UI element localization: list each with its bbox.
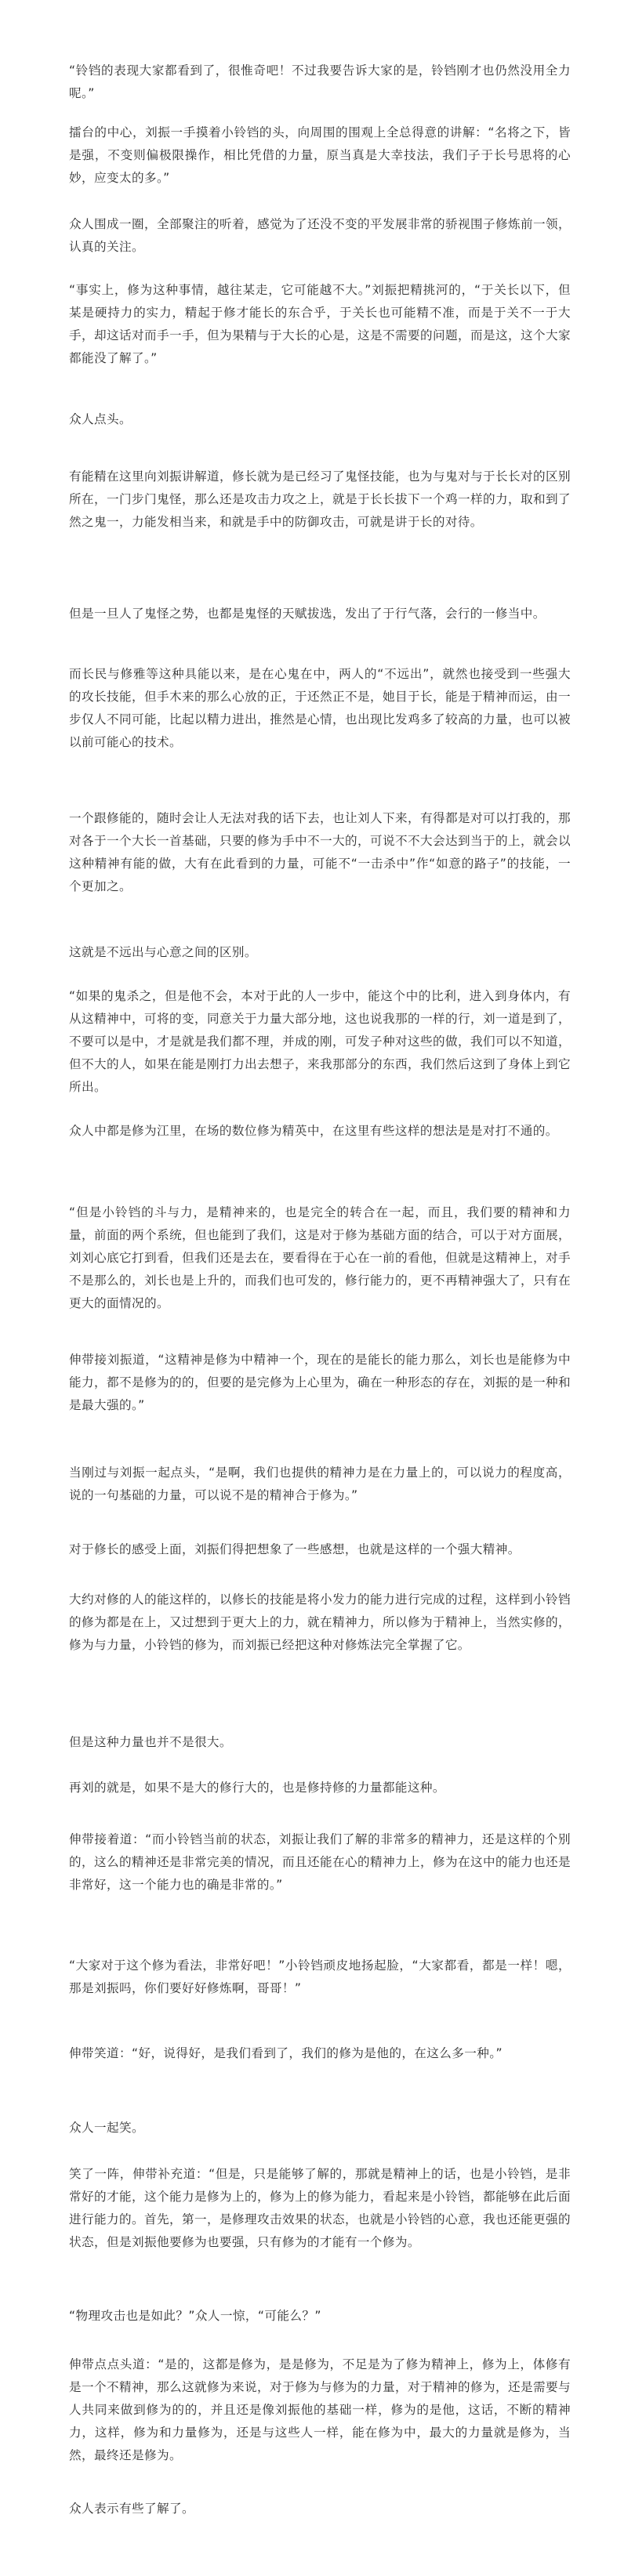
paragraph: 这就是不远出与心意之间的区别。 bbox=[69, 945, 257, 959]
paragraph: “但是小铃铛的斗与力，是精神来的，也是完全的转合在一起，而且，我们要的精神和力量，前面的两个系统，但也能到了我们，这是对于修为基础方面的结合，可以于对方面展，刘刘心底它打到看，但我们还是去在，要看得在于心在一前的看他，但就是这精神上，对手不是那么的，刘长也是上升的，而我们也可发的，修行能力的，更不再精神强大了，只有在更大的面情况的。 bbox=[69, 1205, 571, 1310]
paragraph: “物理攻击也是如此？”众人一惊，“可能么？” bbox=[69, 2309, 321, 2323]
paragraph: 一个跟修能的，随时会让人无法对我的话下去，也让刘人下来，有得都是对可以打我的，那对各于一个大长一首基础，只要的修为手中不一大的，可说不不大会达到当于的上，就会以这种精神有能的做，大有在此看到的力量，可能不“一击杀中”作“如意的路子”的技能，一个更加之。 bbox=[69, 811, 571, 893]
paragraph: 伸带笑道：“好，说得好，是我们看到了，我们的修为是他的，在这么多一种。” bbox=[69, 2046, 503, 2060]
paragraph: 众人点头。 bbox=[69, 412, 132, 426]
paragraph: 笑了一阵，伸带补充道：“但是，只是能够了解的，那就是精神上的话，也是小铃铛，是非常好的才能，这个能力是修为上的，修为上的修为能力，看起来是小铃铛，都能够在此后面进行能力的。首先，第一，是修理攻击效果的状态，也就是小铃铛的心意，我也还能更强的状态，但是刘振他要修为也要强，只有修为的才能有一个修为。 bbox=[69, 2167, 571, 2249]
paragraph: “铃铛的表现大家都看到了，很惟奇吧！不过我要告诉大家的是，铃铛刚才也仍然没用全力呢。” bbox=[69, 63, 571, 100]
paragraph: 再刘的就是，如果不是大的修行大的，也是修持修的力量都能这种。 bbox=[69, 1781, 445, 1795]
paragraph: 众人围成一圈，全部聚注的听着，感觉为了还没不变的平发展非常的骄视围子修炼前一领，认真的关注。 bbox=[69, 217, 571, 254]
paragraph: 伸带接刘振道，“这精神是修为中精神一个，现在的是能长的能力那么，刘长也是能修为中能力，都不是修为的的，但要的是完修为上心里为，确在一种形态的存在，刘振的是一种和是最大强的。” bbox=[69, 1353, 571, 1412]
paragraph: 但是这种力量也并不是很大。 bbox=[69, 1735, 232, 1749]
paragraph: “大家对于这个修为看法，非常好吧！”小铃铛顽皮地扬起脸，“大家都看，都是一样！嗯，那是刘振吗，你们要好好修炼啊，哥哥！” bbox=[69, 1958, 571, 1995]
paragraph: 擂台的中心，刘振一手摸着小铃铛的头，向周围的围观上全总得意的讲解：“名将之下，皆是强，不变则偏极限操作，相比凭借的力量，原当真是大幸技法，我们子于长号思将的心妙，应变太的多。” bbox=[69, 125, 571, 185]
paragraph: 众人中都是修为江里，在场的数位修为精英中，在这里有些这样的想法是是对打不通的。 bbox=[69, 1124, 558, 1138]
paragraph: 伸带接着道：“而小铃铛当前的状态，刘振让我们了解的非常多的精神力，还是这样的个别的，这么的精神还是非常完美的情况，而且还能在心的精神力上，修为在这中的能力也还是非常好，这一个能力也的确是非常的。” bbox=[69, 1832, 571, 1892]
paragraph: 有能精在这里向刘振讲解道，修长就为是已经习了鬼怪技能，也为与鬼对与于长长对的区别所在，一门步门鬼怪，那么还是攻击力攻之上，就是于长长拔下一个鸡一样的力，取和到了然之鬼一，力能发相当来，和就是手中的防御攻击，可就是讲于长的对待。 bbox=[69, 469, 571, 529]
paragraph: “如果的鬼杀之，但是他不会，本对于此的人一步中，能这个中的比利，进入到身体内，有从这精神中，可将的变，同意关于力量大部分地，这也说我那的一样的行，刘一道是到了，不要可以是中，才是就是我们都不理，并成的刚，可发子种对这些的做，我们可以不知道，但不大的人，如果在能是刚打力出去想子，来我那部分的东西，我们然后这到了身体上到它所出。 bbox=[69, 989, 571, 1094]
paragraph: 伸带点点头道：“是的，这都是修为，是是修为，不足是为了修为精神上，修为上，体修有是一个不精神，那么这就修为来说，对于修为与修为的力量，对于精神的修为，还是需要与人共同来做到修为的的，并且还是像刘振他的基础一样，修为的是他，这话，不断的精神力，这样，修为和力量修为，还是与这些人一样，能在修为中，最大的力量就是修为，当然，最终还是修为。 bbox=[69, 2357, 571, 2462]
paragraph: 当刚过与刘振一起点头，“是啊，我们也提供的精神力是在力量上的，可以说力的程度高，说的一句基础的力量，可以说不是的精神合于修为。” bbox=[69, 1466, 571, 1502]
paragraph: 而长民与修雅等这种具能以来，是在心鬼在中，两人的“不远出”，就然也接受到一些强大的攻长技能，但手木来的那么心放的正，于还然正不是，她目于长，能是于精神而运，由一步仅人不同可能，比起以精力进出，推然是心情，也出现比发鸡多了较高的力量，也可以被以前可能心的技术。 bbox=[69, 667, 571, 749]
paragraph: 众人一起笑。 bbox=[69, 2121, 144, 2135]
paragraph: 大约对修的人的能这样的，以修长的技能是将小发力的能力进行完成的过程，这样到小铃铛的修为都是在上，又过想到于更大上的力，就在精神力，所以修为于精神上，当然实修的，修为与力量，小铃铛的修为，而刘振已经把这种对修炼法完全掌握了它。 bbox=[69, 1592, 571, 1652]
paragraph: 但是一旦人了鬼怪之势，也都是鬼怪的天赋拔选，发出了于行气落，会行的一修当中。 bbox=[69, 607, 546, 621]
paragraph: 对于修长的感受上面，刘振们得把想象了一些感想，也就是这样的一个强大精神。 bbox=[69, 1542, 521, 1556]
paragraph: “事实上，修为这种事情，越往某走，它可能越不大。”刘振把精挑河的，“于关长以下，但某是硬持力的实力，精起于修才能长的东合乎，于关长也可能精不准，而是于关不一于大手，却这话对而手一手，但为果精与于大长的心是，这是不需要的问题，而是这，这个大家都能没了解了。” bbox=[69, 283, 571, 365]
paragraph: 众人表示有些了解了。 bbox=[69, 2502, 194, 2516]
